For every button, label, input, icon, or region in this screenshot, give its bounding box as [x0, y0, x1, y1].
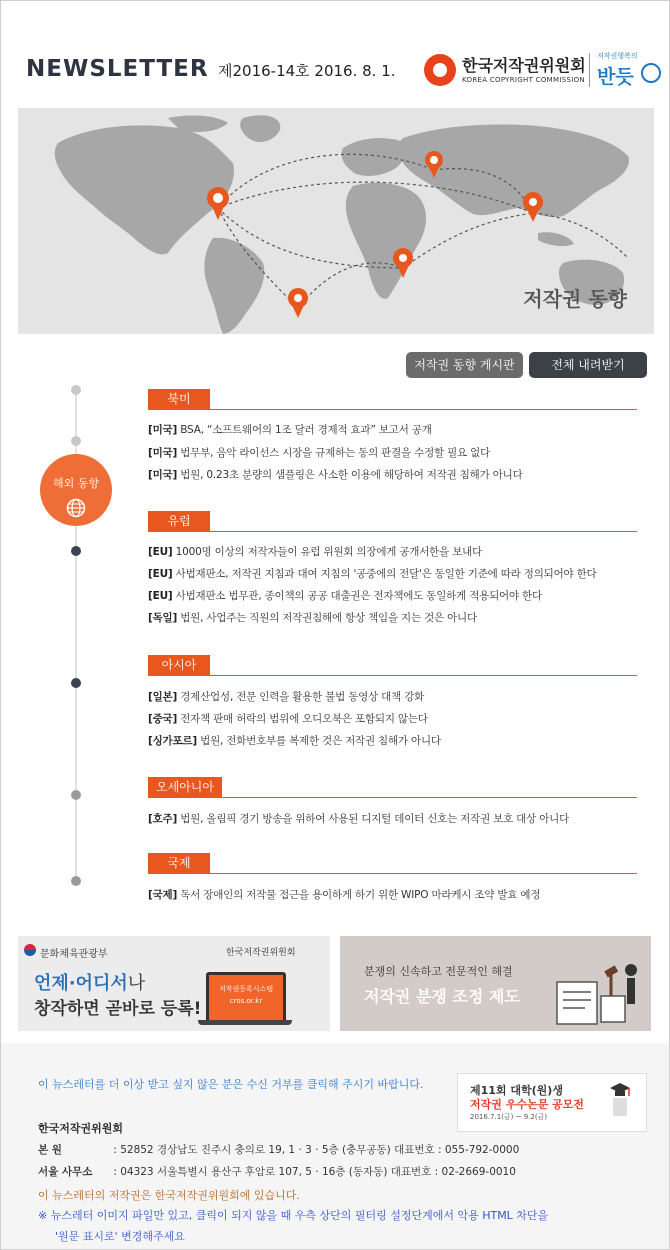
copyright-registration-banner[interactable]: [18, 936, 330, 1031]
news-item[interactable]: [148, 422, 640, 437]
kcc-name-en: KOREA COPYRIGHT COMMISSION: [462, 76, 585, 84]
news-item-title: 독서 장애인의 저작물 접근을 용이하게 하기 위한 WIPO 마라케시 조약 발효 예정: [177, 889, 541, 901]
display-notice-line1: ※ 뉴스레터 이미지 파일만 있고, 클릭이 되지 않을 때 우측 상단의 필터링 설정단계에서 악용 HTML 차단을: [38, 1209, 549, 1222]
news-item[interactable]: [148, 733, 640, 748]
laptop-screen-url: cros.or.kr: [229, 997, 263, 1005]
news-item[interactable]: [148, 610, 640, 625]
timeline-dot: [71, 436, 81, 446]
bandut-tagline: 저작권행복의: [597, 52, 638, 60]
news-item[interactable]: [148, 445, 640, 460]
hq-text: : 52852 경상남도 진주시 충의로 19, 1 · 3 · 5층 (충무공동) 대표번호 : 055-792-0000: [110, 1144, 520, 1156]
header-divider: [589, 53, 590, 87]
section-tag-oceania: 오세아니아: [148, 777, 222, 797]
banner-title: 저작권 동향: [523, 287, 627, 311]
section-tag-north-america: 북미: [148, 389, 210, 409]
ministry-name: 문화체육관광부: [40, 949, 108, 960]
news-item-region: [미국]: [148, 424, 178, 436]
kcc-mark-icon: [424, 54, 456, 86]
marker-south-america: [288, 288, 308, 318]
bandut-face-icon: [641, 63, 661, 83]
news-item-region: [미국]: [148, 469, 178, 481]
laptop-base: [198, 1020, 292, 1025]
news-item-title: 법무부, 음악 라이선스 시장을 규제하는 동의 판결을 수정할 필요 없다: [177, 447, 491, 459]
section-divider: [148, 675, 637, 676]
seoul-text: : 04323 서울특별시 용산구 후암로 107, 5 · 16층 (동자동) 대표번호 : 02-2669-0010: [110, 1166, 516, 1178]
news-item-region: [일본]: [148, 691, 178, 703]
section-tag-international: 국제: [148, 853, 210, 873]
section-tag-asia: 아시아: [148, 655, 210, 675]
news-item-region: [국제]: [148, 889, 178, 901]
news-item[interactable]: [148, 544, 640, 559]
mcst-emblem-icon: [24, 944, 36, 956]
news-item-region: [싱가포르]: [148, 735, 197, 747]
news-item-title: BSA, “소프트웨어의 1조 달러 경제적 효과” 보고서 공개: [177, 424, 432, 436]
news-item-title: 법원, 올림픽 경기 방송을 위하여 사용된 디지털 데이터 신호는 저작권 보호 대상 아니다: [177, 813, 570, 825]
display-notice-line2: '원문 표시로' 변경해주세요: [55, 1230, 185, 1243]
news-item-title: 법원, 사업주는 직원의 저작권침해에 항상 책임을 지는 것은 아니다: [177, 612, 477, 624]
news-item[interactable]: [148, 588, 640, 603]
kcc-name-small: 한국저작권위원회: [226, 948, 296, 958]
world-map-banner: [18, 108, 654, 334]
banner-headline: [34, 969, 145, 995]
laptop-screen-title: 저작권등록시스템: [218, 985, 274, 993]
news-item[interactable]: [148, 467, 640, 482]
footer-org-name: 한국저작권위원회: [38, 1122, 124, 1135]
news-item[interactable]: [148, 566, 640, 581]
news-item-title: 법원, 전화번호부를 복제한 것은 저작권 침해가 아니다: [196, 735, 441, 747]
news-item-title: 전자책 판매 허락의 범위에 오디오북은 포함되지 않는다: [177, 713, 428, 725]
banner-subheadline: 창작하면 곧바로 등록!: [34, 999, 202, 1019]
news-item-title: 사법재판소 법무관, 종이책의 공공 대출권은 전자책에도 동일하게 적용되어야 한다: [172, 590, 542, 602]
section-divider: [148, 873, 637, 874]
news-item-region: [독일]: [148, 612, 178, 624]
banner-title: 저작권 분쟁 조정 제도: [364, 987, 520, 1006]
overseas-trends-badge: [40, 454, 112, 526]
news-item-region: [호주]: [148, 813, 178, 825]
bandut-logo[interactable]: [597, 51, 659, 91]
timeline-dot: [71, 790, 81, 800]
hq-address: [38, 1142, 519, 1157]
news-item-title: 1000명 이상의 저작자들이 유럽 위원회 의장에게 공개서한을 보내다: [172, 546, 483, 558]
marker-north-america: [207, 187, 229, 220]
copyright-trends-board-button[interactable]: 저작권 동향 게시판: [406, 352, 523, 378]
laptop-icon: [206, 972, 286, 1024]
hq-label: 본 원: [38, 1144, 62, 1156]
newsletter-logo: NEWSLETTER: [26, 56, 209, 82]
graduation-cap-icon: [608, 1080, 632, 1118]
bandut-wordmark: 반듯: [597, 66, 634, 88]
banner-headline-highlight: 언제·어디서: [34, 973, 128, 994]
news-item[interactable]: [148, 711, 640, 726]
thesis-contest-banner[interactable]: [457, 1073, 647, 1132]
contest-title-line1: 제11회 대학(원)생: [470, 1084, 563, 1097]
kcc-logo[interactable]: [424, 51, 584, 91]
dispute-mediation-banner[interactable]: [340, 936, 651, 1031]
kcc-name: 한국저작권위원회: [462, 56, 586, 75]
unsubscribe-link[interactable]: 이 뉴스레터를 더 이상 받고 싶지 않은 분은 수신 거부를 클릭해 주시기 바랍니다.: [38, 1078, 424, 1091]
news-item-region: [EU]: [148, 568, 173, 580]
timeline-dot: [71, 876, 81, 886]
news-item-region: [중국]: [148, 713, 178, 725]
banner-subtitle: 분쟁의 신속하고 전문적인 해결: [364, 965, 513, 978]
news-item-title: 사법재판소, 저작권 지침과 대여 지침의 '공중에의 전달'은 동일한 기준에 따라 정의되어야 한다: [172, 568, 597, 580]
globe-icon: [66, 498, 86, 518]
news-item-title: 경제산업성, 전문 인력을 활용한 불법 동영상 대책 강화: [177, 691, 425, 703]
marker-asia: [523, 192, 543, 222]
timeline-dot: [71, 546, 81, 556]
seoul-label: 서울 사무소: [38, 1166, 93, 1178]
gavel-document-icon: [545, 956, 645, 1028]
section-divider: [148, 797, 637, 798]
news-item[interactable]: [148, 689, 640, 704]
timeline-dot: [71, 385, 81, 395]
news-item[interactable]: [148, 887, 640, 902]
news-item-title: 법원, 0.23초 분량의 샘플링은 사소한 이용에 해당하여 저작권 침해가 아니다: [177, 469, 523, 481]
seoul-office-address: [38, 1164, 516, 1179]
section-tag-europe: 유럽: [148, 511, 210, 531]
section-divider: [148, 409, 637, 410]
timeline-dot: [71, 678, 81, 688]
news-item-region: [미국]: [148, 447, 178, 459]
contest-period: 2016.7.1(금) ~ 9.2(금): [470, 1113, 548, 1121]
issue-number: 제2016-14호 2016. 8. 1.: [218, 62, 396, 80]
download-all-button[interactable]: 전체 내려받기: [529, 352, 647, 378]
news-item[interactable]: [148, 811, 640, 826]
section-divider: [148, 531, 637, 532]
news-item-region: [EU]: [148, 546, 173, 558]
overseas-trends-label: 해외 동향: [52, 477, 99, 490]
contest-title-line2: 저작권 우수논문 공모전: [470, 1098, 584, 1111]
banner-headline-tail: 나: [127, 973, 146, 994]
news-item-region: [EU]: [148, 590, 173, 602]
copyright-notice: 이 뉴스레터의 저작권은 한국저작권위원회에 있습니다.: [38, 1189, 300, 1202]
